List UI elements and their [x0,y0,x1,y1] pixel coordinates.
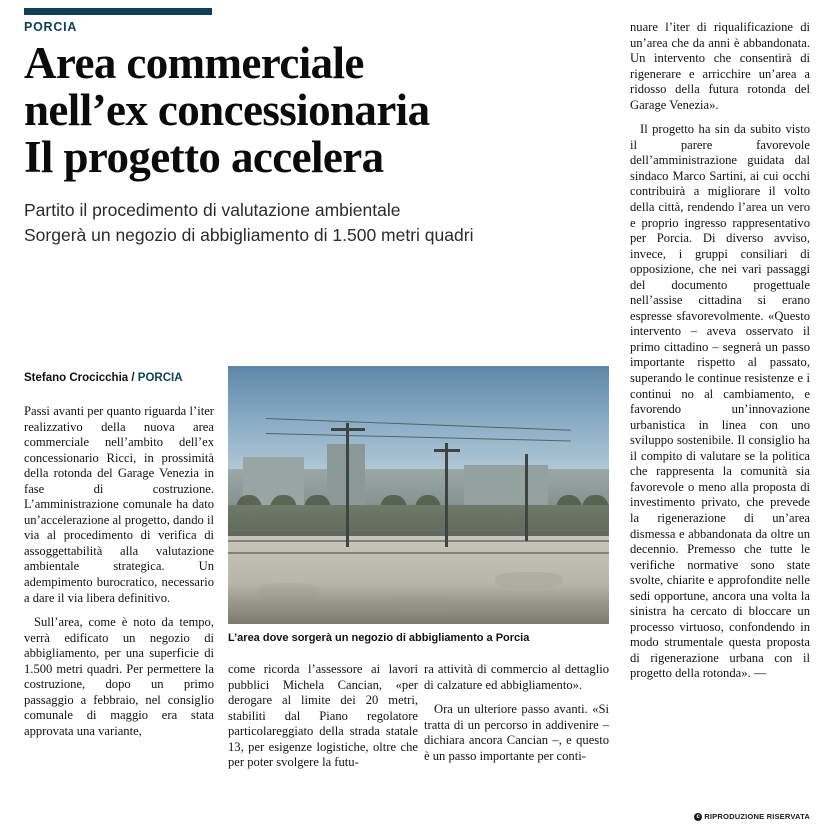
subheadline [24,198,608,248]
byline-author: Stefano Crocicchia [24,372,129,384]
subheadline-line-2: Sorgerà un negozio di abbigliamento di 1.500 metri quadri [24,225,474,246]
headline-line-1: Area commerciale [24,38,364,88]
photo-caption: L’area dove sorgerà un negozio di abbigliamento a Porcia [228,632,530,644]
page-title [24,40,608,180]
body-column-4 [630,20,810,682]
paragraph: Sull’area, come è noto da tempo, verrà edificato un negozio di abbigliamento, per una superficie di 1.500 metri quadri. Per permettere la costruzione, dopo un primo passaggio a febbraio, nel consiglio comunale di maggio era stata approvata una variante, [24,615,214,738]
article-header [24,20,608,248]
photo-utility-pole [346,423,349,547]
photo-pole-crossarm [331,428,365,431]
headline-line-3: Il progetto accelera [24,131,384,182]
photo-fence [228,529,609,555]
copyright-text: RIPRODUZIONE RISERVATA [704,812,810,821]
body-column-1 [24,404,214,739]
article-figure [228,366,609,644]
body-column-3 [424,662,609,764]
subheadline-line-1: Partito il procedimento di valutazione ambientale [24,200,401,221]
byline-separator: / [131,372,135,384]
copyright-icon: c [694,813,702,821]
photo-utility-pole [445,443,448,546]
byline [24,372,214,384]
top-rule-accent [24,8,212,15]
copyright-notice [694,812,810,821]
byline-place: PORCIA [137,372,183,384]
body-column-2 [228,662,418,771]
photo-shadow [228,583,609,624]
paragraph: Ora un ulteriore passo avanti. «Si tratta di un percorso in addivenire – dichiara ancora Cancian –, e questo è un passo importante per conti- [424,702,609,763]
area-photo [228,366,609,624]
paragraph: Passi avanti per quanto riguarda l’iter realizzativo della nuova area commerciale nell’ambito dell’ex concessionario Ricci, in prossimità della rotonda del Garage Venezia in fase di costruzione. L’amministrazione comunale ha dato un’accelerazione al progetto, dando il via al procedimento di verifica di assoggettabilità alla valutazione ambientale strategica. Un adempimento burocratico, necessario a dare il via libera definitivo. [24,404,214,605]
paragraph: ra attività di commercio al dettaglio di calzature ed abbigliamento». [424,662,609,692]
paragraph: nuare l’iter di riqualificazione di un’area che da anni è abbandonata. Un intervento che consentirà di rigenerare e arricchire un’area a ridosso della futura rotonda del Garage Venezia». [630,20,810,112]
paragraph: come ricorda l’assessore ai lavori pubblici Michela Cancian, «per derogare al limite dei 20 metri, stabiliti dal Piano regolatore particolareggiato della strada statale 13, per esigenze logistiche, oltre che per poter svolgere la futu- [228,662,418,770]
headline-line-2: nell’ex concessionaria [24,84,430,135]
kicker-label: PORCIA [24,20,78,34]
paragraph: Il progetto ha sin da subito visto il parere favorevole dell’amministrazione guidata dal sindaco Marco Sartini, ai cui occhi contribuirà a migliorare il volto della città, rendendo l’area un vero e proprio ingresso rappresentativo per Porcia. Di diverso avviso, invece, i gruppi consiliari di opposizione, che nei vari passaggi del documento progettuale nell’assise cittadina si erano espresse sfavorevolmente. «Questo intervento – aveva osservato il primo cittadino – segnerà un passo importante rispetto al passato, superando le continue resistenze e i continui no al cambiamento, e favorendo un’innovazione urbanistica in linea con uno sviluppo sostenibile. Il consiglio ha il compito di valutare se la politica che rappresenta la comunità sia favorevole o meno alla proposta di investimento privato, che prevede la rigenerazione di un’area dismessa e abbandonata da oltre un decennio. Premesso che tutte le verifiche normative sono state svolte, chiarite e approfondite nelle sedi opportune, ancora una volta la sinistra ha cercato di bloccare un processo virtuoso, confondendo in modo strumentale questa proposta di rigenerazione urbana con il progetto della rotonda». — [630,122,810,681]
photo-pole-crossarm [434,449,461,452]
photo-utility-pole [525,454,528,542]
